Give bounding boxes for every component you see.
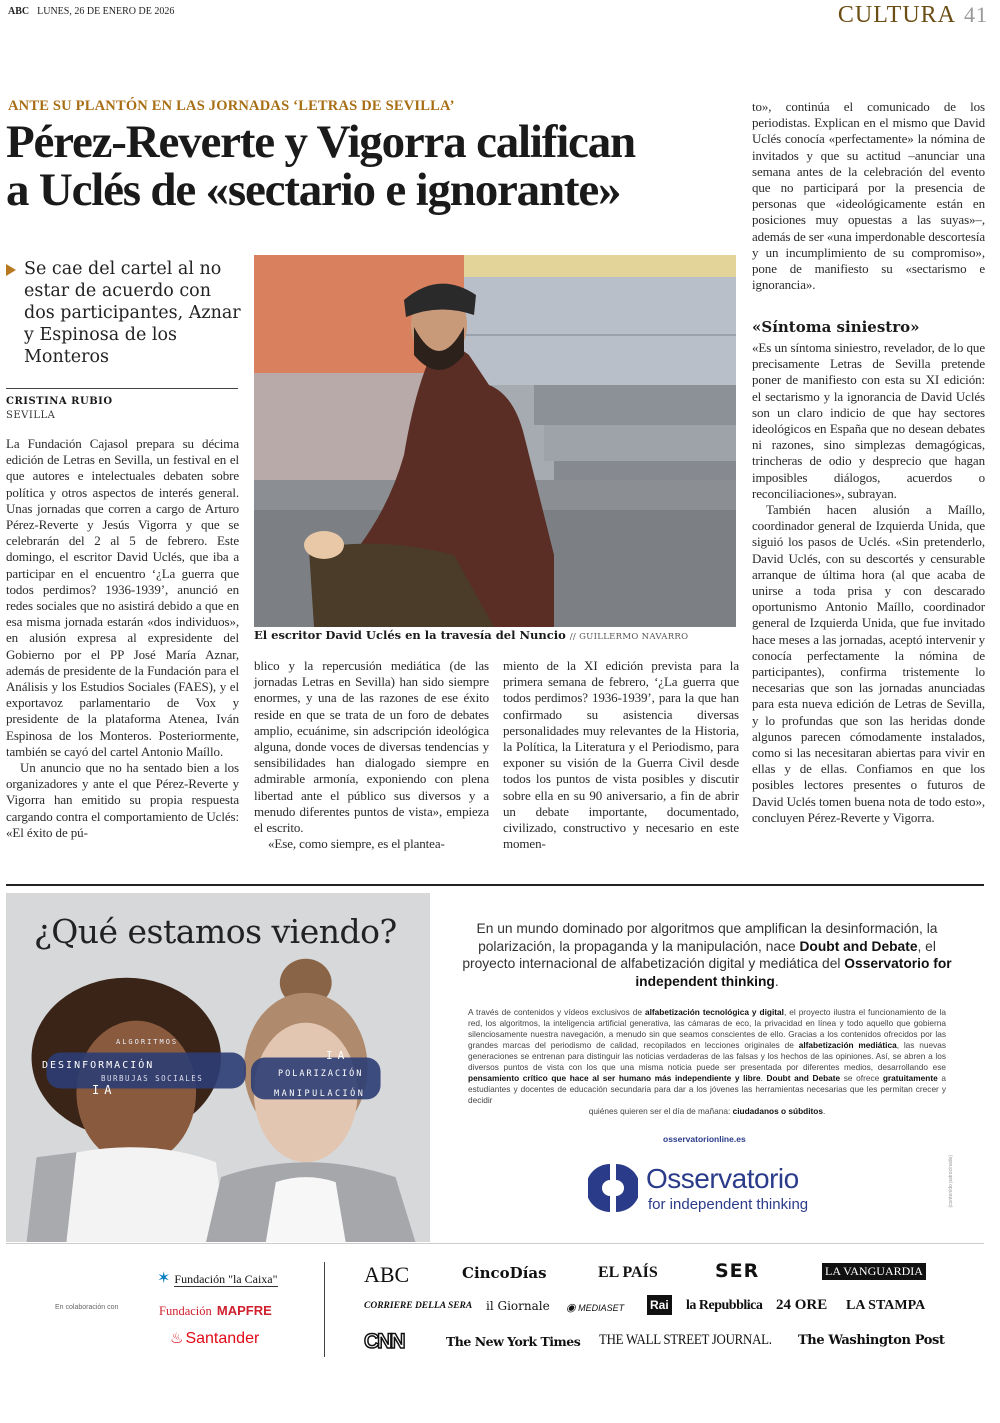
santander-flame-icon: ♨ — [170, 1329, 184, 1347]
body-column-3 — [503, 658, 739, 852]
sponsor-name: Santander — [185, 1330, 260, 1347]
logo-la-vanguardia: LA VANGUARDIA — [822, 1263, 926, 1280]
ad-lead-bold: Doubt and Debate — [799, 938, 918, 954]
paragraph: miento de la XI edición prevista para la primera semana de febrero, ‘¿La guerra que todos perdimos? 1936-1939’, para la que han confirmado su asistencia diversas personalidades muy relevantes de la Historia, la Política, la Literatura y el Periodismo, para exponer su visión de la Guerra Civil desde todos los puntos de vista posibles y discutir sobre ella en su 90 aniversario, a fin de abrir un debate importante, documentado, civilizado, constructivo y necesario en este momen- — [503, 658, 739, 852]
article-photo — [254, 255, 736, 627]
headline-line-2: a Uclés de «sectario e ignorante» — [6, 164, 621, 216]
logo-la-repubblica: la Repubblica — [686, 1298, 763, 1313]
paragraph: Un anuncio que no ha sentado bien a los organizadores y ante el que Pérez-Reverte y Vigorra han emitido su propia respuesta cargando contra el comportamiento de Uclés: «El éxito de pú- — [6, 760, 239, 840]
ad-body-text: , las nuevas generaciones se entrenan para distinguir las noticias verdaderas de las falsas y los hechos de las opiniones. Así, se abren a los diversos puntos de vista con los que una misma noticia puede ser presentada por diferentes medios, desarrollando ese — [468, 1040, 946, 1072]
logo-fundacion-la-caixa — [157, 1268, 278, 1287]
ad-body-text: a estudiantes y docentes de educación secundaria para dar a los jóvenes las herramientas necesarias que les permitan crecer y decidir — [468, 1073, 946, 1105]
logo-washington-post: The Washington Post — [798, 1333, 945, 1348]
overlay-word: MANIPULACIÓN — [274, 1089, 366, 1099]
paragraph: blico y la repercusión mediática (de las jornadas Letras en Sevilla) han sido siempre enormes, y una de las razones de ese éxito reside en que se trata de un foro de debates amplio, ecuánime, sin adscripción ideológica alguna, donde voces de diversas tendencias y sensibilidades han dialogado siempre en admirable armonía, exponiendo con plena libertad ante el público sus diversos y a menudo diferentes puntos de vista», empieza el escrito. — [254, 658, 489, 836]
overlay-word: IA — [326, 1049, 350, 1062]
osservatorio-logo-icon — [588, 1162, 638, 1218]
headline — [6, 118, 746, 214]
ad-divider — [6, 1243, 984, 1244]
ad-lead-bold: Osservatorio for independent thinking — [635, 956, 952, 989]
ad-question: ¿Qué estamos viendo? — [34, 912, 397, 951]
body-column-1 — [6, 436, 239, 841]
body-column-4-continued — [752, 340, 985, 826]
vertical-credit: (contenido patrocinado) — [948, 1155, 954, 1208]
issue-date: LUNES, 26 DE ENERO DE 2026 — [37, 6, 175, 17]
overlay-word: ALGORITMOS — [116, 1038, 179, 1046]
ad-body-last-line — [468, 1106, 946, 1117]
overlay-word: IA — [92, 1083, 117, 1097]
ad-lead-text: En un mundo dominado por algoritmos que amplifican la desinformación, la polarización, la propaganda y la manipulación, nace — [476, 921, 938, 954]
logo-mediaset — [566, 1301, 624, 1314]
ad-body-text: , el proyecto ilustra el funcionamiento de la red, los algoritmos, la inteligencia artificial generativa, las cámaras de eco, la privacidad en línea y todo aquello que gobierna silenciosamente nuestra navegación, a menudo sin que seamos conscientes de ello. Gracias a los contenidos ofrecidos por las grandes marcas del periodismo de calidad, recopilados en lecciones originales de — [468, 1007, 946, 1050]
overlay-word: BURBUJAS SOCIALES — [101, 1074, 204, 1083]
paragraph: «Es un síntoma siniestro, revelador, de lo que precisamente Letras de Sevilla pretende poner de manifiesto con esta su XI edición: el sectarismo y la ignorancia de David Uclés son un claro indicio de que hay sectores ideológicos en España que no desean debates ni razones, sino simplezas demagógicas, trincheras de odio y desprecio que hagan imposibles diálogos, acuerdos o reconciliaciones», subrayan. — [752, 340, 985, 501]
caption-text: El escritor David Uclés en la travesía del Nuncio — [254, 628, 566, 642]
osservatorio-tagline: for independent thinking — [648, 1196, 809, 1213]
logo-24-ore: 24 ORE — [776, 1297, 828, 1313]
paragraph: to», continúa el comunicado de los periodistas. Explican en el mismo que David Uclés conocía «perfectamente» la nómina de invitados y que su actitud –anunciar una semana antes de la celebración del evento que no participará por la presencia de personas que «ideológicamente están en posiciones muy opuestas a las suyas»–, además de ser «una imperdonable descortesía y un incumplimiento de su compromiso», pone de manifiesto su «sectarismo e ignorancia». — [752, 99, 985, 293]
folio-right — [838, 2, 988, 29]
ad-body-text: quiénes quieren ser el día de mañana: — [588, 1106, 733, 1116]
logo-il-giornale: il Giornale — [486, 1299, 550, 1313]
ad-body-text: A través de contenidos y vídeos exclusivos de — [468, 1007, 645, 1017]
logo-fundacion-mapfre — [159, 1300, 272, 1319]
osservatorio-name: Osservatorio — [646, 1163, 799, 1194]
ad-body-text: . — [822, 1106, 826, 1116]
triangle-bullet-icon — [6, 264, 16, 276]
mediaset-icon: ◉ — [566, 1302, 576, 1314]
body-column-4 — [752, 99, 985, 293]
osservatorio-link[interactable]: osservatorionline.es — [663, 1134, 746, 1144]
sponsor-name: Fundación — [159, 1304, 212, 1318]
paper-name: ABC — [8, 6, 30, 17]
ad-body-bold: ciudadanos o súbditos — [732, 1106, 823, 1116]
ad-body — [468, 1007, 946, 1117]
caixa-star-icon: ✶ — [157, 1268, 171, 1287]
page-number: 41 — [964, 2, 988, 27]
byline-rule — [6, 388, 238, 389]
ad-body-bold: alfabetización tecnológica y digital — [645, 1007, 784, 1017]
author: CRISTINA RUBIO — [6, 396, 113, 407]
photo-caption — [254, 628, 688, 642]
kicker: ANTE SU PLANTÓN EN LAS JORNADAS ‘LETRAS DE SEVILLA’ — [8, 98, 455, 114]
paragraph: «Ese, como siempre, es el plantea- — [268, 836, 445, 852]
section-separator — [6, 884, 984, 886]
logo-cnn: CNN — [364, 1330, 404, 1353]
section-name: CULTURA — [837, 2, 956, 28]
dek — [6, 258, 241, 368]
paragraph: También hacen alusión a Maíllo, coordinador general de Izquierda Unida, que siguió los pasos de Uclés. «Sin pretenderlo, David Uclés, con su descortés y censurable arranque de última hora (al que acaba de unirse a toda prisa y con descarado oportunismo Antonio Maíllo, coordinador general de Izquierda Unida, que fue invitado hace meses a las jornadas, aceptó intervenir y conocía perfectamente la nómina de participantes), confirma tristemente lo necesarias que son las jornadas anunciadas para esta nueva edición de Letras de Sevilla, y lo profundas que son las heridas donde algunos parecen cómodamente instalados, como si las necesitaran abiertas para vivir en ellas y de ellas. Confiamos en que los posibles lectores presentes o futuros de David Uclés tomen buena nota de todo esto», concluyen Pérez-Reverte y Vigorra. — [752, 502, 985, 825]
ad-body-bold: pensamiento crítico que hace al ser humano más independiente y libre — [468, 1073, 761, 1083]
folio-left — [8, 6, 174, 17]
photo-writer-on-steps — [254, 255, 736, 627]
location: SEVILLA — [6, 410, 56, 421]
logo-cincodias: CincoDías — [462, 1264, 547, 1282]
logo-new-york-times: The New York Times — [446, 1334, 581, 1349]
logo-wall-street-journal: THE WALL STREET JOURNAL. — [599, 1332, 772, 1348]
dek-text: Se cae del cartel al no estar de acuerdo con dos participantes, Aznar y Espinosa de los Monteros — [24, 259, 241, 367]
ad-lead-text: , el proyecto internacional de alfabetización digital y mediática del — [462, 938, 936, 971]
logo-el-pais: EL PAÍS — [598, 1264, 658, 1281]
ad-body-text: se ofrece — [840, 1073, 883, 1083]
logo-santander — [170, 1328, 259, 1348]
ad-lead-text: . — [774, 973, 779, 989]
headline-line-1: Pérez-Reverte y Vigorra califican — [6, 116, 635, 168]
ad-body-bold: Doubt and Debate — [766, 1073, 841, 1083]
paragraph: La Fundación Cajasol prepara su décima edición de Letras en Sevilla, un festival en el que autores e intelectuales debaten sobre política y otros aspectos de interés general. Unas jornadas que corren a cargo de Arturo Pérez-Reverte y Jesús Vigorra y que se celebrarán del 2 al 5 de febrero. Este domingo, el escritor David Uclés, que iba a participar en el encuentro ‘¿La guerra que todos perdimos? 1936-1939’, anunció en redes sociales que no asistirá debido a que en esa misma jornada estarán «dos individuos», en alusión expresa al expresidente del Gobierno por el PP José María Aznar, además de presidente de la Fundación para el Análisis y los Estudios Sociales (FAES), y el exportavoz parlamentario de Vox y presidente de la plataforma Atenea, Iván Espinosa de los Monteros. Posteriormente, también se cayó del cartel Antonio Maíllo. — [6, 436, 239, 759]
body-column-2 — [254, 658, 489, 852]
media-name: MEDIASET — [578, 1303, 625, 1313]
sponsor-name: Fundación "la Caixa" — [174, 1272, 278, 1286]
ad-body-text: . — [760, 1073, 767, 1083]
logo-corriere-della-sera: CORRIERE DELLA SERA — [364, 1301, 473, 1311]
logos-divider — [324, 1262, 325, 1357]
collaboration-label: En colaboración con — [55, 1304, 119, 1311]
ad-lead — [462, 920, 952, 990]
logo-abc: ABC — [364, 1262, 410, 1287]
sponsor-name: MAPFRE — [216, 1303, 272, 1318]
logo-ser: SER — [715, 1260, 760, 1282]
ad-body-bold: gratuitamente — [882, 1073, 938, 1083]
ad-body-bold: alfabetización mediática — [798, 1040, 897, 1050]
overlay-word: DESINFORMACIÓN — [42, 1060, 155, 1071]
overlay-word: POLARIZACIÓN — [278, 1069, 364, 1079]
subhead: «Síntoma siniestro» — [752, 318, 920, 336]
photo-credit: // GUILLERMO NAVARRO — [569, 632, 689, 642]
logo-la-stampa: LA STAMPA — [846, 1298, 926, 1313]
logo-rai: Rai — [647, 1295, 672, 1315]
